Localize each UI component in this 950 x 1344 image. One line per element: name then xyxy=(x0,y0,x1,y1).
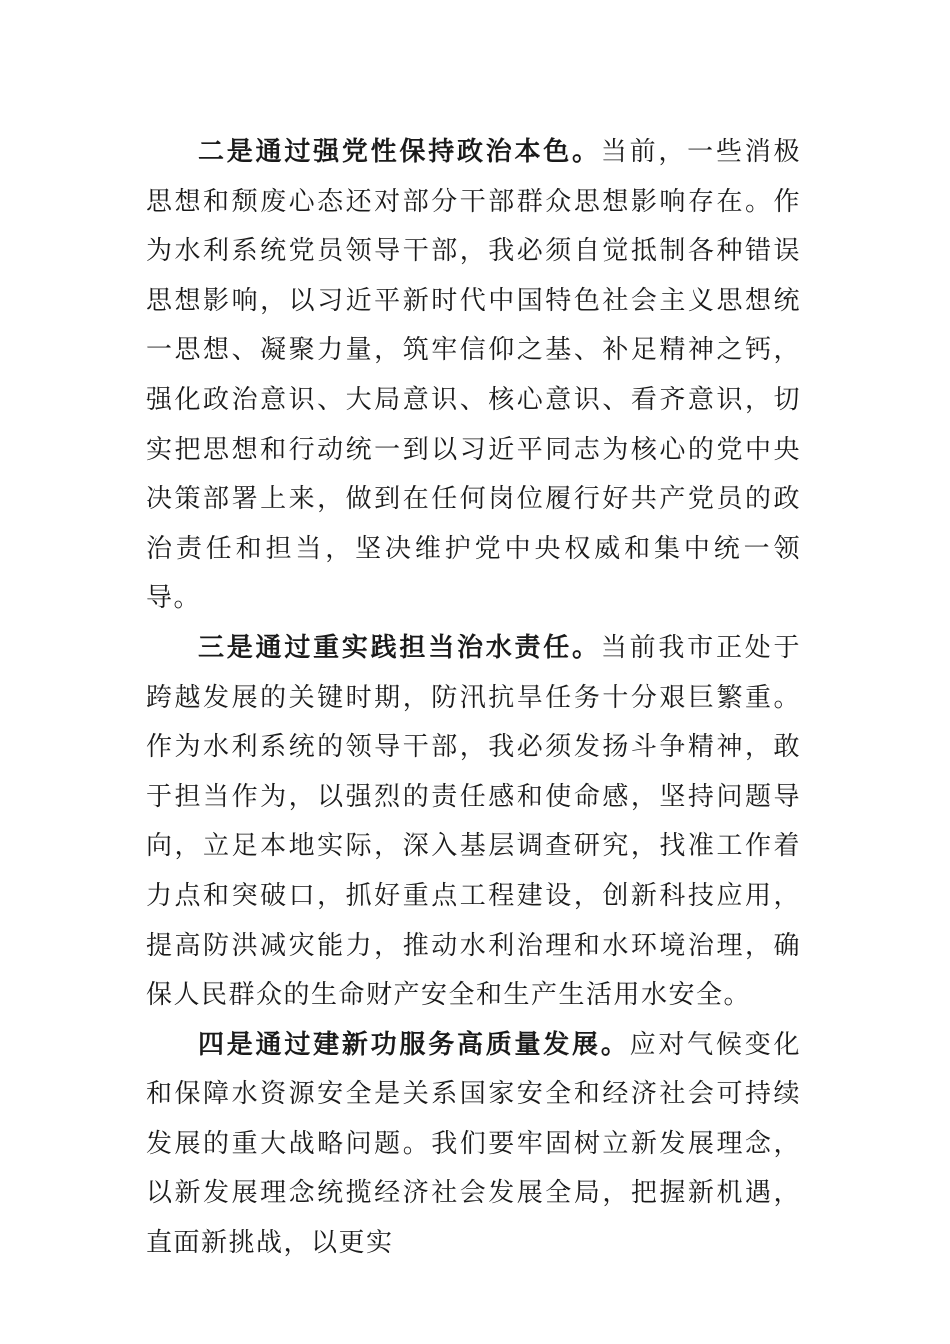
paragraph-water-responsibility xyxy=(146,624,801,1021)
paragraph-text: 应对气候变化和保障水资源安全是关系国家安全和经济社会可持续发展的重大战略问题。我们要牢固树立新发展理念，以新发展理念统揽经济社会发展全局，把握新机遇，直面新挑战，以更实 xyxy=(146,1029,801,1259)
paragraph-heading: 二是通过强党性保持政治本色。 xyxy=(198,137,601,167)
paragraph-heading: 三是通过重实践担当治水责任。 xyxy=(198,632,601,663)
paragraph-quality-development xyxy=(146,1021,801,1269)
document-body xyxy=(146,128,801,1269)
paragraph-text: 当前我市正处于跨越发展的关键时期，防汛抗旱任务十分艰巨繁重。作为水利系统的领导干部，我必须发扬斗争精神，敢于担当作为，以强烈的责任感和使命感，坚持问题导向，立足本地实际，深入基层调查研究，找准工作着力点和突破口，抓好重点工程建设，创新科技应用，提高防洪减灾能力，推动水利治理和水环境治理，确保人民群众的生命财产安全和生产生活用水安全。 xyxy=(146,632,801,1011)
paragraph-text: 当前，一些消极思想和颓废心态还对部分干部群众思想影响存在。作为水利系统党员领导干部，我必须自觉抵制各种错误思想影响，以习近平新时代中国特色社会主义思想统一思想、凝聚力量，筑牢信仰之基、补足精神之钙，强化政治意识、大局意识、核心意识、看齐意识，切实把思想和行动统一到以习近平同志为核心的党中央决策部署上来，做到在任何岗位履行好共产党员的政治责任和担当，坚决维护党中央权威和集中统一领导。 xyxy=(146,137,801,614)
paragraph-party-spirit xyxy=(146,128,801,624)
paragraph-heading: 四是通过建新功服务高质量发展。 xyxy=(198,1029,630,1060)
